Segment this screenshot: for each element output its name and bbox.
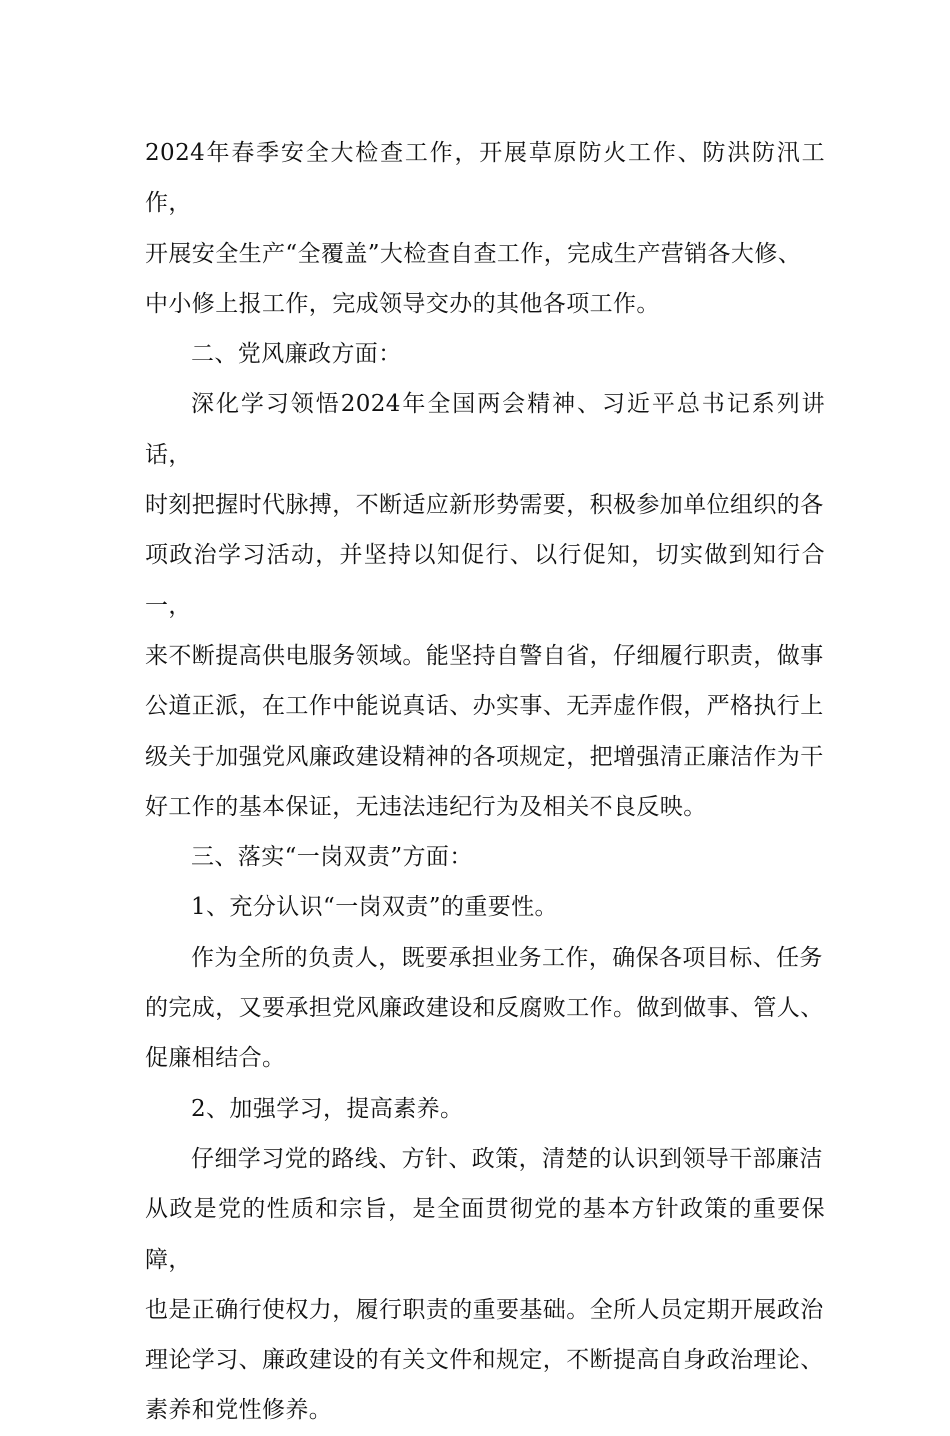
subheading-text: 1、充分认识“一岗双责”的重要性。: [191, 894, 558, 921]
text-line: 的完成，又要承担党风廉政建设和反腐败工作。做到做事、管人、: [145, 995, 824, 1022]
text-line: 开展安全生产“全覆盖”大检查自查工作，完成生产营销各大修、: [145, 240, 802, 267]
paragraph-integrity-study: [145, 379, 825, 832]
text-line: 来不断提高供电服务领域。能坚持自警自省，仔细履行职责，做事: [145, 642, 824, 669]
text-line: 2024年春季安全大检查工作，开展草原防火工作、防洪防汛工作，: [145, 140, 825, 217]
text-line: 促廉相结合。: [145, 1045, 286, 1072]
text-line: 仔细学习党的路线、方针、政策，清楚的认识到领导干部廉洁: [191, 1145, 823, 1172]
text-line: 项政治学习活动，并坚持以知促行、以行促知，切实做到知行合一，: [145, 542, 825, 619]
text-line: 从政是党的性质和宗旨，是全面贯彻党的基本方针政策的重要保障，: [145, 1196, 825, 1273]
paragraph-leader-duties: [145, 933, 825, 1084]
document-body: [145, 128, 825, 1436]
text-line: 也是正确行使权力，履行职责的重要基础。全所人员定期开展政治: [145, 1296, 824, 1323]
paragraph-safety-inspection: [145, 128, 825, 329]
text-line: 素养和党性修养。: [145, 1397, 333, 1424]
text-line: 级关于加强党风廉政建设精神的各项规定，把增强清正廉洁作为干: [145, 743, 824, 770]
text-line: 中小修上报工作，完成领导交办的其他各项工作。: [145, 290, 660, 317]
text-line: 好工作的基本保证，无违法违纪行为及相关不良反映。: [145, 793, 707, 820]
text-line: 时刻把握时代脉搏，不断适应新形势需要，积极参加单位组织的各: [145, 492, 824, 519]
heading-text: 三、落实“一岗双责”方面：: [191, 844, 473, 871]
text-line: 深化学习领悟2024年全国两会精神、习近平总书记系列讲话，: [145, 391, 825, 468]
heading-text: 二、党风廉政方面：: [191, 341, 402, 368]
text-line: 公道正派，在工作中能说真话、办实事、无弄虚作假，严格执行上: [145, 693, 824, 720]
text-line: 作为全所的负责人，既要承担业务工作，确保各项目标、任务: [191, 944, 823, 971]
section-heading-integrity: [145, 329, 825, 379]
subheading-importance: [145, 882, 825, 932]
section-heading-dual-responsibility: [145, 832, 825, 882]
subheading-study: [145, 1084, 825, 1134]
paragraph-study-details: [145, 1134, 825, 1436]
text-line: 理论学习、廉政建设的有关文件和规定，不断提高自身政治理论、: [145, 1347, 824, 1374]
subheading-text: 2、加强学习，提高素养。: [191, 1095, 464, 1122]
